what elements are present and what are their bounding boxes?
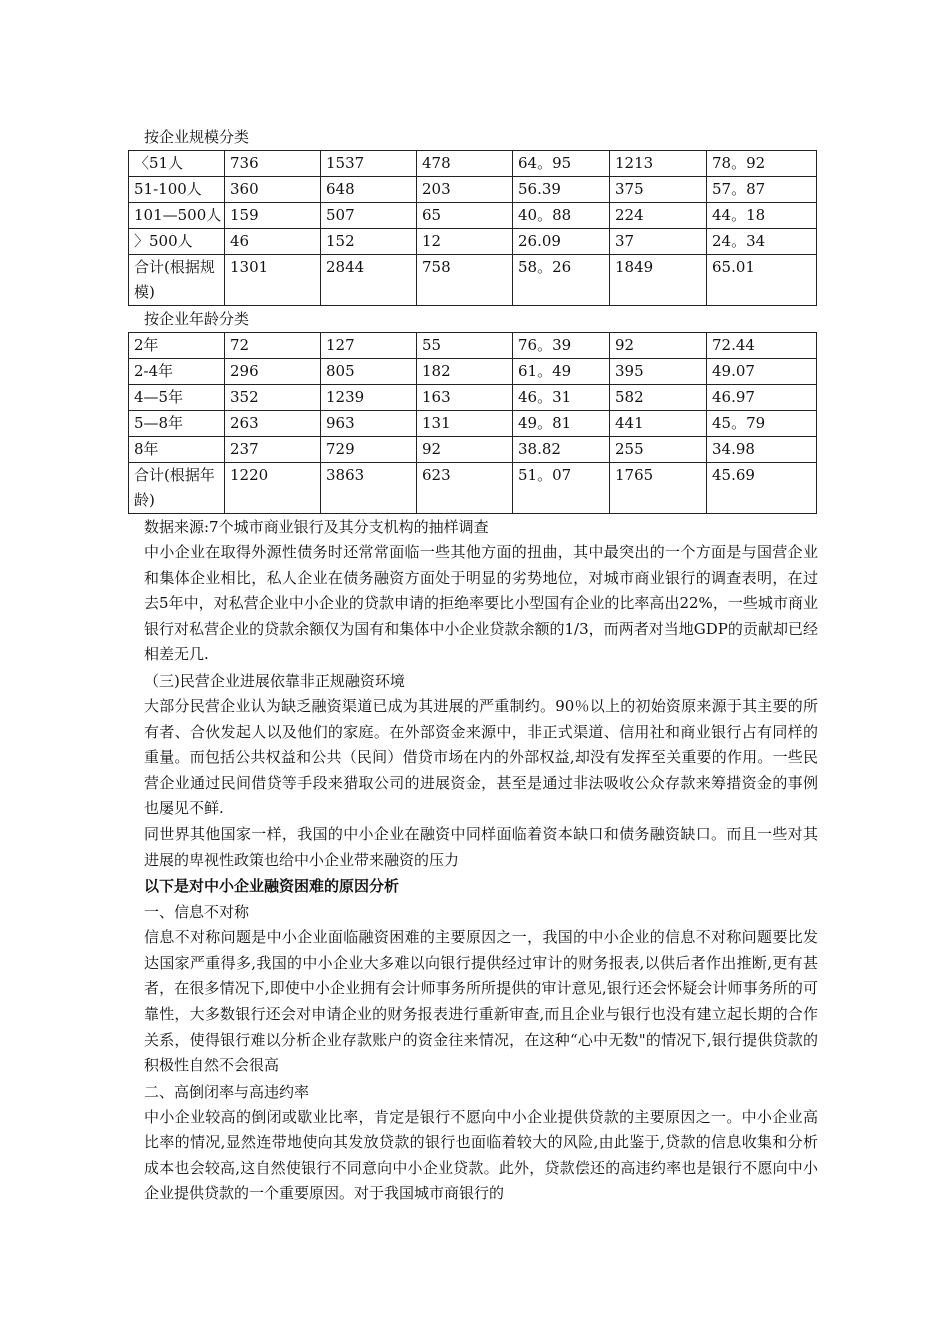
- subheading-information-asymmetry: 一、信息不对称: [144, 903, 250, 922]
- table-row: [129, 411, 817, 437]
- table-row: [129, 229, 817, 255]
- table-cell: 46: [225, 229, 321, 255]
- paragraph-information-asymmetry: 信息不对称问题是中小企业面临融资困难的主要原因之一，我国的中小企业的信息不对称问题要比发达国家严重得多,我国的中小企业大多难以向银行提供经过审计的财务报表,以供后者作出推断,更有甚者，在很多情况下,即使中小企业拥有会计师事务所所提供的审计意见,银行还会怀疑会计师事务所的可靠性，大多数银行还会对申请企业的财务报表进行重新审查,而且企业与银行也没有建立起长期的合作关系，使得银行难以分析企业存款账户的资金往来情况，在这种“心中无数"的情况下,银行提供贷款的积极性自然不会很高: [144, 928, 818, 1075]
- row-label-cell: 合计(根据规模): [129, 255, 225, 306]
- table-cell: 263: [225, 411, 321, 437]
- table-cell: 1239: [321, 385, 417, 411]
- table-cell: 805: [321, 359, 417, 385]
- table-cell: 57。87: [707, 177, 817, 203]
- table-row: [129, 385, 817, 411]
- table-cell: 76。39: [513, 333, 610, 359]
- table-cell: 26.09: [513, 229, 610, 255]
- table-cell: 2844: [321, 255, 417, 306]
- table-age-label: 按企业年龄分类: [144, 310, 250, 328]
- document-page: [128, 124, 818, 1207]
- table-cell: 92: [610, 333, 707, 359]
- table-cell: 34.98: [707, 437, 817, 463]
- table-cell: 758: [417, 255, 513, 306]
- table-cell: 38.82: [513, 437, 610, 463]
- paragraph-private-funding: 大部分民营企业认为缺乏融资渠道已成为其进展的严重制约。90％以上的初始资原来源于其主要的所有者、合伙发起人以及他们的家庭。在外部资金来源中，非正式渠道、信用社和商业银行占有同样的重量。而包括公共权益和公共（民间）借贷市场在内的外部权益,却没有发挥至关重要的作用。一些民营企业通过民间借贷等手段来猎取公司的进展资金，甚至是通过非法吸收公众存款来筹措资金的事例也屡见不鲜.: [144, 696, 818, 818]
- table-row: [129, 203, 817, 229]
- table-cell: 40。88: [513, 203, 610, 229]
- row-label-cell: 2-4年: [129, 359, 225, 385]
- table-row: [129, 177, 817, 203]
- table-cell: 49.07: [707, 359, 817, 385]
- table-cell: 203: [417, 177, 513, 203]
- table-cell: 736: [225, 151, 321, 177]
- table-cell: 159: [225, 203, 321, 229]
- row-label-cell: 合计(根据年龄): [129, 463, 225, 514]
- row-label-cell: 4—5年: [129, 385, 225, 411]
- table-size-label: 按企业规模分类: [144, 128, 250, 146]
- paragraph-debt-distortion: 中小企业在取得外源性债务时还常常面临一些其他方面的扭曲，其中最突出的一个方面是与国营企业和集体企业相比，私人企业在债务融资方面处于明显的劣势地位，对城市商业银行的调查表明，在过去5年中，对私营企业中小企业的贷款申请的拒绝率要比小型国有企业的比率高出22%，一些城市商业银行对私营企业的贷款余额仅为国有和集体中小企业贷款余额的1/3，而两者对当地GDP的贡献却已经相差无几.: [144, 543, 818, 664]
- table-cell: 92: [417, 437, 513, 463]
- row-label-cell: 〉500人: [129, 229, 225, 255]
- table-cell: 255: [610, 437, 707, 463]
- table-cell: 131: [417, 411, 513, 437]
- table-cell: 46.97: [707, 385, 817, 411]
- row-label-cell: 2年: [129, 333, 225, 359]
- table-cell: 296: [225, 359, 321, 385]
- table-cell: 182: [417, 359, 513, 385]
- table-cell: 55: [417, 333, 513, 359]
- table-cell: 352: [225, 385, 321, 411]
- table-cell: 623: [417, 463, 513, 514]
- table-row: [129, 463, 817, 514]
- table-row: [129, 255, 817, 306]
- table-cell: 648: [321, 177, 417, 203]
- table-cell: 1849: [610, 255, 707, 306]
- table-cell: 507: [321, 203, 417, 229]
- table-cell: 46。31: [513, 385, 610, 411]
- table-cell: 152: [321, 229, 417, 255]
- table-cell: 1765: [610, 463, 707, 514]
- table-cell: 44。18: [707, 203, 817, 229]
- paragraph-bankruptcy-default: 中小企业较高的倒闭或歇业比率，肯定是银行不愿向中小企业提供贷款的主要原因之一。中小企业高比率的情况,显然连带地使向其发放贷款的银行也面临着较大的风险,由此鉴于,贷款的信息收集和分析成本也会较高,这自然使银行不同意向中小企业贷款。此外，贷款偿还的高违约率也是银行不愿向中小企业提供贷款的一个重要原因。对于我国城市商银行的: [144, 1107, 818, 1203]
- table-cell: 441: [610, 411, 707, 437]
- table-cell: 127: [321, 333, 417, 359]
- table-cell: 61。49: [513, 359, 610, 385]
- table-cell: 963: [321, 411, 417, 437]
- row-label-cell: 5—8年: [129, 411, 225, 437]
- row-label-cell: 51-100人: [129, 177, 225, 203]
- table-cell: 1220: [225, 463, 321, 514]
- paragraph-funding-gap: 同世界其他国家一样，我国的中小企业在融资中同样面临着资本缺口和债务融资缺口。而且一些对其进展的卑视性政策也给中小企业带来融资的压力: [144, 824, 818, 869]
- table-cell: 49。81: [513, 411, 610, 437]
- table-cell: 1301: [225, 255, 321, 306]
- data-source-note: 数据来源:7个城市商业银行及其分支机构的抽样调查: [144, 518, 489, 536]
- table-row: [129, 333, 817, 359]
- table-cell: 24。34: [707, 229, 817, 255]
- table-row: [129, 151, 817, 177]
- table-cell: 478: [417, 151, 513, 177]
- table-cell: 72.44: [707, 333, 817, 359]
- table-cell: 56.39: [513, 177, 610, 203]
- table-cell: 360: [225, 177, 321, 203]
- table-cell: 395: [610, 359, 707, 385]
- table-cell: 224: [610, 203, 707, 229]
- row-label-cell: 101—500人: [129, 203, 225, 229]
- table-cell: 375: [610, 177, 707, 203]
- table-cell: 582: [610, 385, 707, 411]
- subheading-bankruptcy-default: 二、高倒闭率与高违约率: [144, 1082, 310, 1101]
- table-cell: 729: [321, 437, 417, 463]
- table-cell: 51。07: [513, 463, 610, 514]
- table-cell: 163: [417, 385, 513, 411]
- table-cell: 1213: [610, 151, 707, 177]
- table-cell: 64。95: [513, 151, 610, 177]
- table-cell: 58。26: [513, 255, 610, 306]
- table-cell: 37: [610, 229, 707, 255]
- table-row: [129, 359, 817, 385]
- table-cell: 78。92: [707, 151, 817, 177]
- table-cell: 237: [225, 437, 321, 463]
- table-cell: 45.69: [707, 463, 817, 514]
- table-row: [129, 437, 817, 463]
- table-by-age: [128, 332, 817, 514]
- row-label-cell: 〈51人: [129, 151, 225, 177]
- analysis-heading: 以下是对中小企业融资困难的原因分析: [144, 877, 400, 896]
- section-heading-informal-finance: （三)民营企业进展依靠非正规融资环境: [144, 671, 405, 690]
- table-by-size: [128, 150, 817, 306]
- table-cell: 3863: [321, 463, 417, 514]
- table-cell: 45。79: [707, 411, 817, 437]
- table-cell: 1537: [321, 151, 417, 177]
- table-cell: 72: [225, 333, 321, 359]
- table-cell: 65.01: [707, 255, 817, 306]
- table-cell: 65: [417, 203, 513, 229]
- row-label-cell: 8年: [129, 437, 225, 463]
- table-cell: 12: [417, 229, 513, 255]
